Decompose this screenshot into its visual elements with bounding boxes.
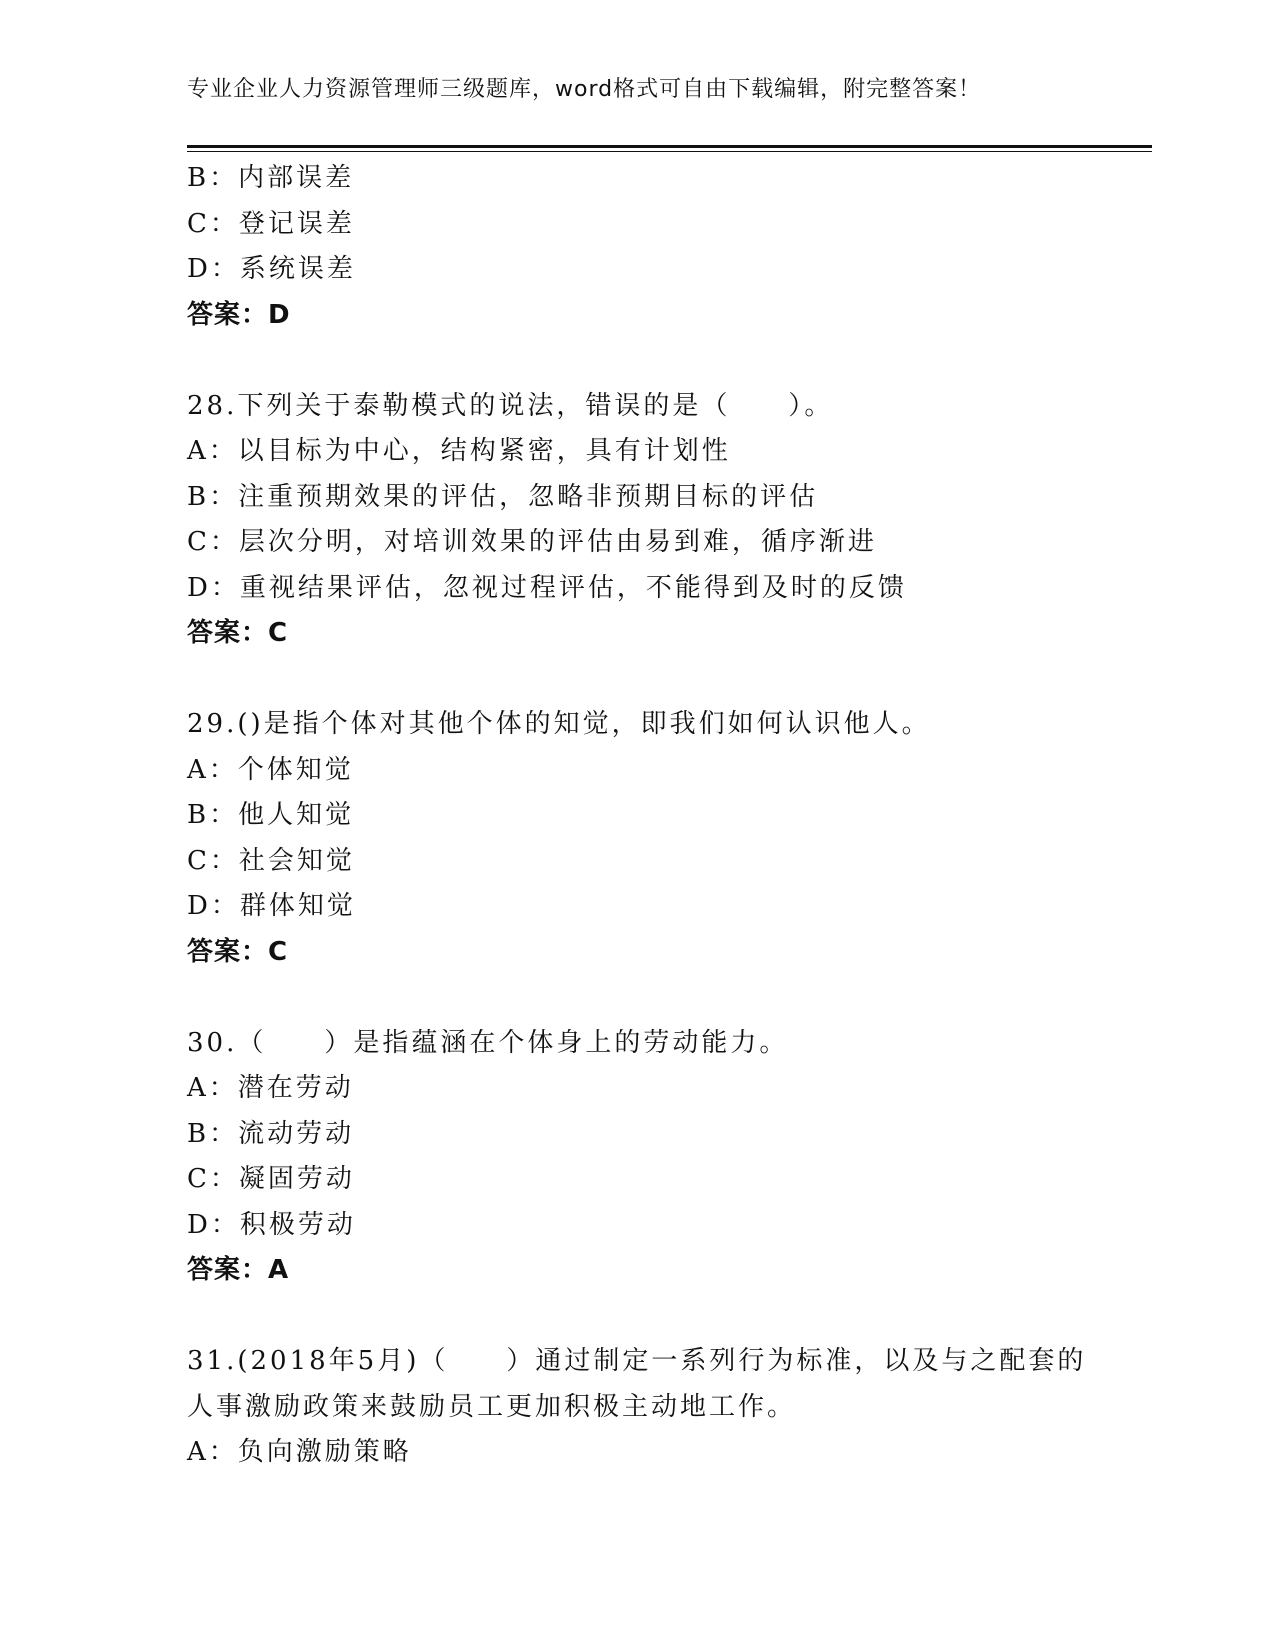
question-29 xyxy=(187,702,1137,975)
option-b: B：内部误差 xyxy=(187,163,355,193)
option-c: C：层次分明，对培训效果的评估由易到难，循序渐进 xyxy=(187,527,877,557)
option-c: C：登记误差 xyxy=(187,208,355,239)
option-b: B：他人知觉 xyxy=(187,800,355,830)
spacer xyxy=(187,975,1137,1021)
option-a: A：潜在劳动 xyxy=(187,1073,354,1103)
question-stem-line-2: 人事激励政策来鼓励员工更加积极主动地工作。 xyxy=(187,1391,797,1422)
option-a: A：个体知觉 xyxy=(187,754,354,785)
option-d: D：重视结果评估，忽视过程评估，不能得到及时的反馈 xyxy=(187,572,907,603)
header-rule-thick xyxy=(187,145,1152,148)
option-c: C：凝固劳动 xyxy=(187,1164,355,1194)
question-27-tail xyxy=(187,156,1137,338)
question-stem: 28.下列关于泰勒模式的说法，错误的是（ ）。 xyxy=(187,390,834,421)
spacer xyxy=(187,1294,1137,1340)
page-header: 专业企业人力资源管理师三级题库，word格式可自由下载编辑，附完整答案！ xyxy=(187,77,982,102)
answer: 答案：D xyxy=(187,299,291,330)
option-c: C：社会知觉 xyxy=(187,845,355,876)
question-stem-line-1: 31.(2018年5月)（ ）通过制定一系列行为标准，以及与之配套的 xyxy=(187,1346,1087,1376)
question-stem: 29.()是指个体对其他个体的知觉，即我们如何认识他人。 xyxy=(187,709,931,739)
question-list xyxy=(187,156,1137,1476)
answer: 答案：C xyxy=(187,936,289,967)
spacer xyxy=(187,657,1137,703)
option-d: D：群体知觉 xyxy=(187,891,356,921)
option-b: B：注重预期效果的评估，忽略非预期目标的评估 xyxy=(187,481,819,512)
answer: 答案：A xyxy=(187,1255,290,1285)
option-b: B：流动劳动 xyxy=(187,1118,355,1149)
spacer xyxy=(187,338,1137,384)
question-stem: 30.（ ）是指蕴涵在个体身上的劳动能力。 xyxy=(187,1027,789,1058)
option-d: D：系统误差 xyxy=(187,254,356,284)
header-rule-thin xyxy=(187,151,1152,152)
option-a: A：以目标为中心，结构紧密，具有计划性 xyxy=(187,436,731,466)
option-a: A：负向激励策略 xyxy=(187,1437,412,1467)
question-30 xyxy=(187,1021,1137,1294)
question-28 xyxy=(187,384,1137,657)
answer: 答案：C xyxy=(187,618,289,648)
question-31 xyxy=(187,1339,1137,1476)
option-d: D：积极劳动 xyxy=(187,1209,356,1240)
